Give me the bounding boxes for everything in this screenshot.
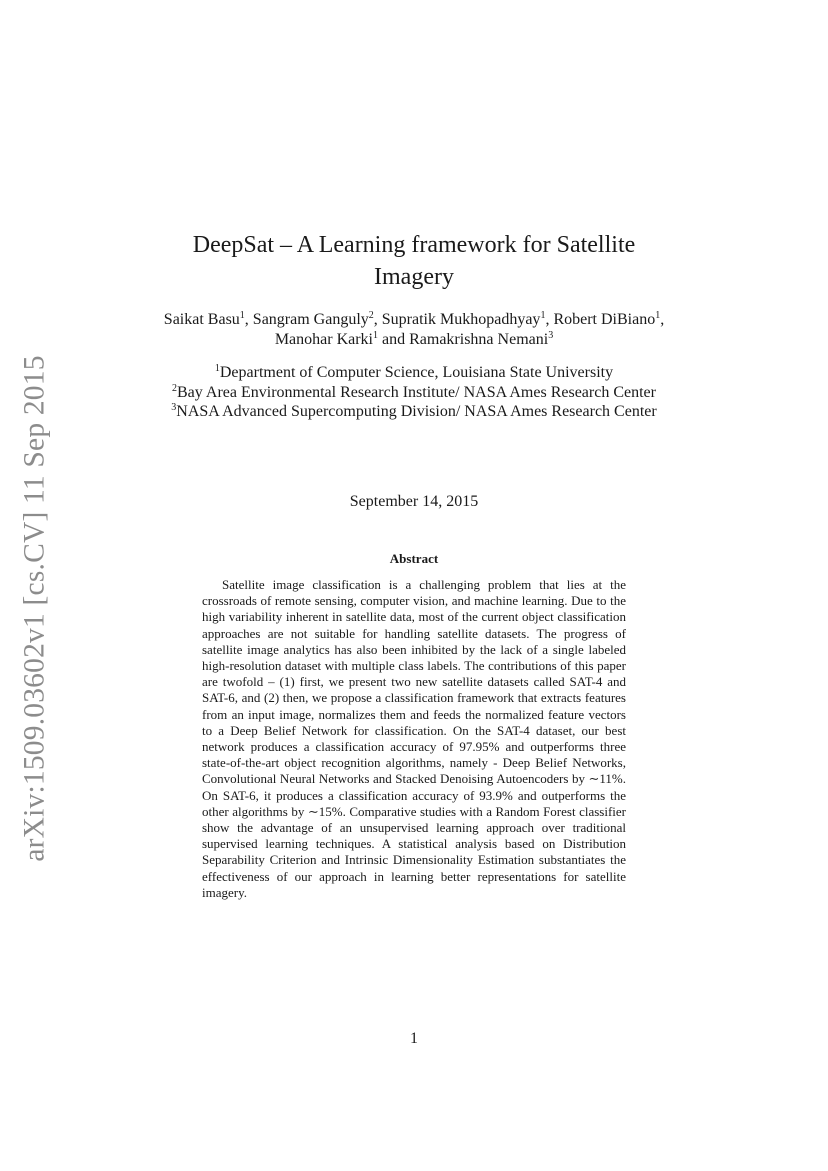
- abstract-heading: Abstract: [389, 551, 439, 566]
- affiliation-number: 2: [172, 382, 177, 394]
- author: Supratik Mukhopadhyay$^1$,: [381, 310, 554, 328]
- publication-date: September 14, 2015: [349, 493, 479, 510]
- affiliation-marker: 1: [239, 310, 245, 321]
- affiliation-marker: 1: [540, 310, 546, 321]
- author: Saikat Basu$^1$,: [163, 310, 253, 328]
- affiliation-marker: 1: [655, 310, 661, 321]
- affiliation-list: [150, 363, 678, 422]
- affiliation-number: 3: [171, 402, 177, 414]
- author: Ramakrishna Nemani$^3$: [409, 330, 554, 348]
- author: Robert DiBiano$^1$,: [553, 310, 665, 328]
- affiliation: $^1$Department of Computer Science, Louisiana State University: [214, 363, 614, 381]
- affiliation: $^3$NASA Advanced Supercomputing Division/ NASA Ames Research Center: [171, 402, 657, 421]
- arxiv-identifier-text: arXiv:1509.03602v1 [cs.CV] 11 Sep 2015: [18, 354, 51, 862]
- affiliation-marker: 2: [368, 310, 374, 321]
- abstract-text: Satellite image classification is a challenging problem that lies at the crossroads of remote sensing, computer vision, and machine learning. Due to the high variability inherent in satellite data, most of the current object classification approaches are not suitable for handling satellite datasets. The progress of satellite image analytics has also been inhibited by the lack of a single labeled high-resolution dataset with multiple class labels. The contributions of this paper are twofold – (1) first, we present two new satellite datasets called SAT-4 and SAT-6, and (2) then, we propose a classification framework that extracts features from an input image, normalizes them and feeds the normalized feature vectors to a Deep Belief Network for classification. On the SAT-4 dataset, our best network produces a classification accuracy of 97.95% and outperforms three state-of-the-art object recognition algorithms, namely - Deep Belief Networks, Convolutional Neural Networks and Stacked Denoising Autoencoders by ∼11%. On SAT-6, it produces a classification accuracy of 93.9% and outperforms the other algorithms by ∼15%. Comparative studies with a Random Forest classifier show the advantage of an unsupervised learning approach over traditional supervised learning techniques. A statistical analysis based on Distribution Separability Criterion and Intrinsic Dimensionality Estimation substantiates the effectiveness of our approach in learning better representations for satellite imagery.: [202, 577, 626, 900]
- affiliation: $^2$Bay Area Environmental Research Institute/ NASA Ames Research Center: [172, 382, 656, 401]
- page-number: 1: [410, 1030, 418, 1047]
- affiliation-marker: 3: [548, 330, 554, 341]
- author-list: [150, 310, 678, 350]
- affiliation-marker: 1: [373, 330, 378, 341]
- paper-title: DeepSat – A Learning framework for Satellite Imagery: [192, 232, 636, 290]
- arxiv-identifier-stamp: [13, 354, 57, 862]
- author: Manohar Karki$^1$ and: [274, 330, 410, 348]
- author: Sangram Ganguly$^2$,: [252, 310, 382, 328]
- affiliation-number: 1: [214, 363, 220, 374]
